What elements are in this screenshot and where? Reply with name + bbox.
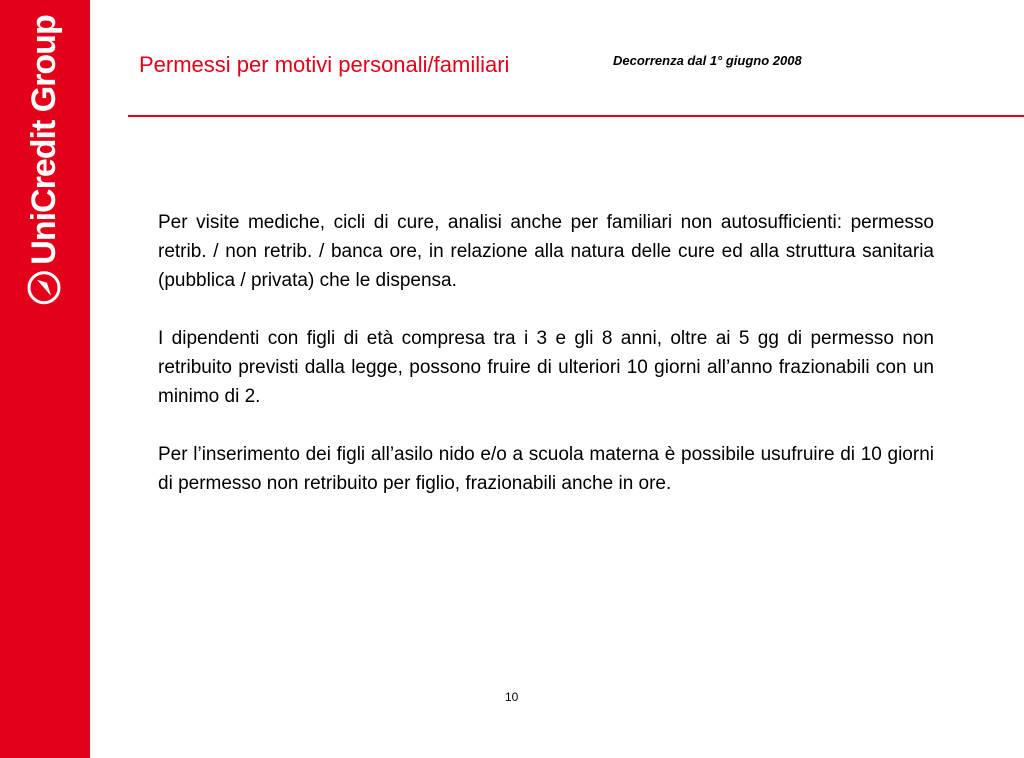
paragraph-nursery-school: Per l’inserimento dei figli all’asilo nido e/o a scuola materna è possibile usufruire di 10 giorni di permesso non retribuito per figlio, frazionabili anche in ore.	[158, 444, 934, 494]
paragraph-children-3-8: I dipendenti con figli di età compresa tra i 3 e gli 8 anni, oltre ai 5 gg di permesso non retribuito previsti dalla legge, possono fruire di ulteriori 10 giorni all’anno frazionabili con un minimo di 2.	[158, 328, 934, 407]
page-title: Permessi per motivi personali/familiari	[139, 52, 510, 77]
header-divider	[128, 115, 1024, 117]
brand-name: UniCredit Group	[25, 15, 63, 265]
body-text	[158, 208, 934, 527]
unicredit-mark-icon	[27, 271, 61, 305]
effective-date: Decorrenza dal 1° giugno 2008	[613, 53, 802, 68]
page-number: 10	[505, 690, 519, 704]
paragraph-medical-visits: Per visite mediche, cicli di cure, analisi anche per familiari non autosufficienti: permesso retrib. / non retrib. / banca ore, in relazione alla natura delle cure ed alla struttura sanitaria (pubblica / privata) che le dispensa.	[158, 212, 934, 291]
brand-sidebar	[0, 0, 90, 758]
